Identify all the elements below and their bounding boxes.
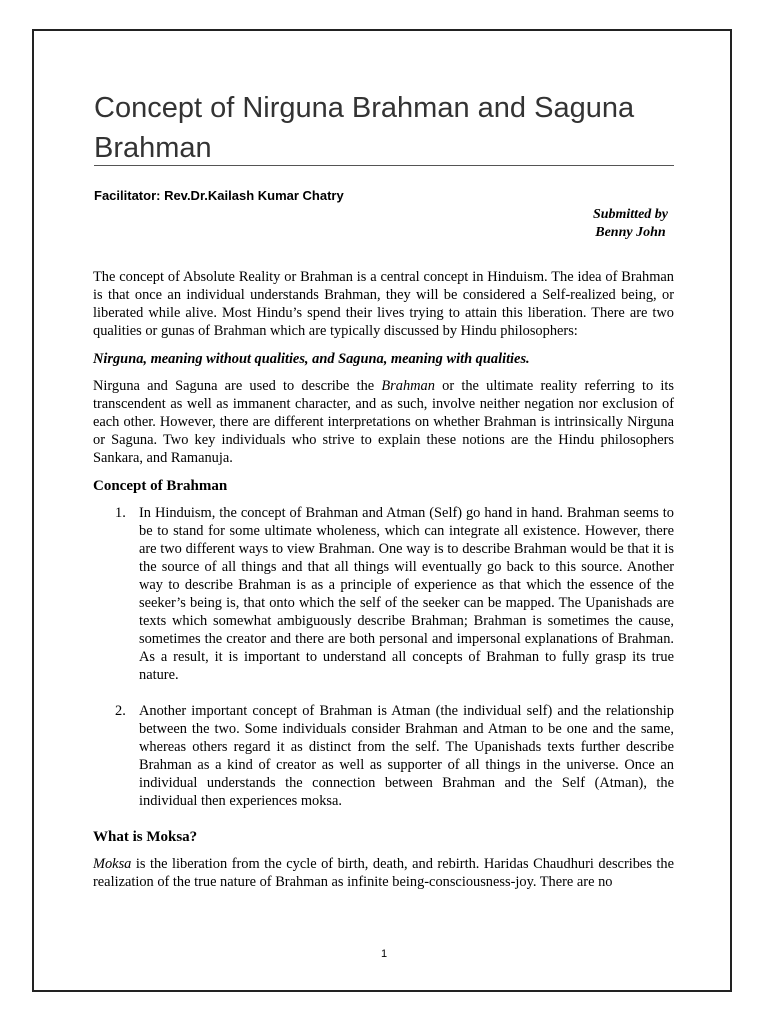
- emphasis-line: Nirguna, meaning without qualities, and Saguna, meaning with qualities.: [93, 351, 530, 367]
- section-heading-concept: Concept of Brahman: [93, 478, 228, 494]
- submitted-by-block: [593, 206, 668, 242]
- page-title: Concept of Nirguna Brahman and Saguna Brahman: [94, 92, 635, 164]
- concept-list: [93, 504, 674, 810]
- list-item-text: In Hinduism, the concept of Brahman and Atman (Self) go hand in hand. Brahman seems to be to stand for some ultimate wholeness, which can integrate all existence. However, there are two different ways to view Brahman. One way is to describe Brahman would be that it is the source of all things and that all things will eventually go back to this source. Another way to describe Brahman is as a principle of experience as that which the essence of the seeker’s being is, that onto which the self of the seeker can be mapped. The Upanishads are texts which somewhat ambiguously describe Brahman; Brahman is sometimes the cause, sometimes the creator and there are both personal and impersonal explanations of Brahman. As a result, it is important to understand all concepts of Brahman to fully grasp its true nature.: [139, 505, 674, 683]
- moksa-italic-term: Moksa: [93, 856, 132, 872]
- moksa-text: is the liberation from the cycle of birth, death, and rebirth. Haridas Chaudhuri describes the realization of the true nature of Brahman as infinite being-consciousness-joy. There are no: [93, 856, 674, 890]
- list-item: [93, 504, 674, 684]
- intro-paragraph: The concept of Absolute Reality or Brahman is a central concept in Hinduism. The idea of Brahman is that once an individual understands Brahman, they will be considered a Self-realized being, or liberated while alive. Most Hindu’s spend their lives trying to attain this liberation. There are two qualities or gunas of Brahman which are typically discussed by Hindu philosophers:: [93, 269, 674, 339]
- paragraph-nirguna-saguna: [93, 377, 674, 467]
- facilitator-line: Facilitator: Rev.Dr.Kailash Kumar Chatry: [94, 188, 344, 203]
- section-heading-moksa: What is Moksa?: [93, 829, 198, 845]
- paragraph-text: Nirguna and Saguna are used to describe the: [93, 378, 382, 394]
- page-number: 1: [380, 948, 388, 960]
- list-number: 1.: [115, 505, 126, 521]
- submitted-by-label: Submitted by: [592, 207, 668, 222]
- list-item-text: Another important concept of Brahman is Atman (the individual self) and the relationship between the two. Some individuals consider Brahman and Atman to be one and the same, whereas others regard it as distinct from the self. The Upanishads texts further describe Brahman as a kind of creator as well as supporter of all things in the universe. Once an individual understands the connection between Brahman and the Self (Atman), the individual then experiences moksa.: [139, 703, 674, 809]
- title-underline: [94, 165, 674, 166]
- submitted-by-name: Benny John: [595, 225, 666, 240]
- paragraph-italic-term: Brahman: [381, 378, 435, 394]
- paragraph-text: or the ultimate reality referring to its transcendent as well as immanent character, and as such, involve neither negation nor exclusion of each other. However, there are different interpretations on whether Brahman is intrinsically Nirguna or Saguna. Two key individuals who strive to explain these notions are the Hindu philosophers Sankara, and Ramanuja.: [93, 378, 674, 466]
- moksa-paragraph: [93, 855, 674, 891]
- document-body: [93, 268, 674, 891]
- list-number: 2.: [115, 703, 126, 719]
- list-item: [93, 702, 674, 810]
